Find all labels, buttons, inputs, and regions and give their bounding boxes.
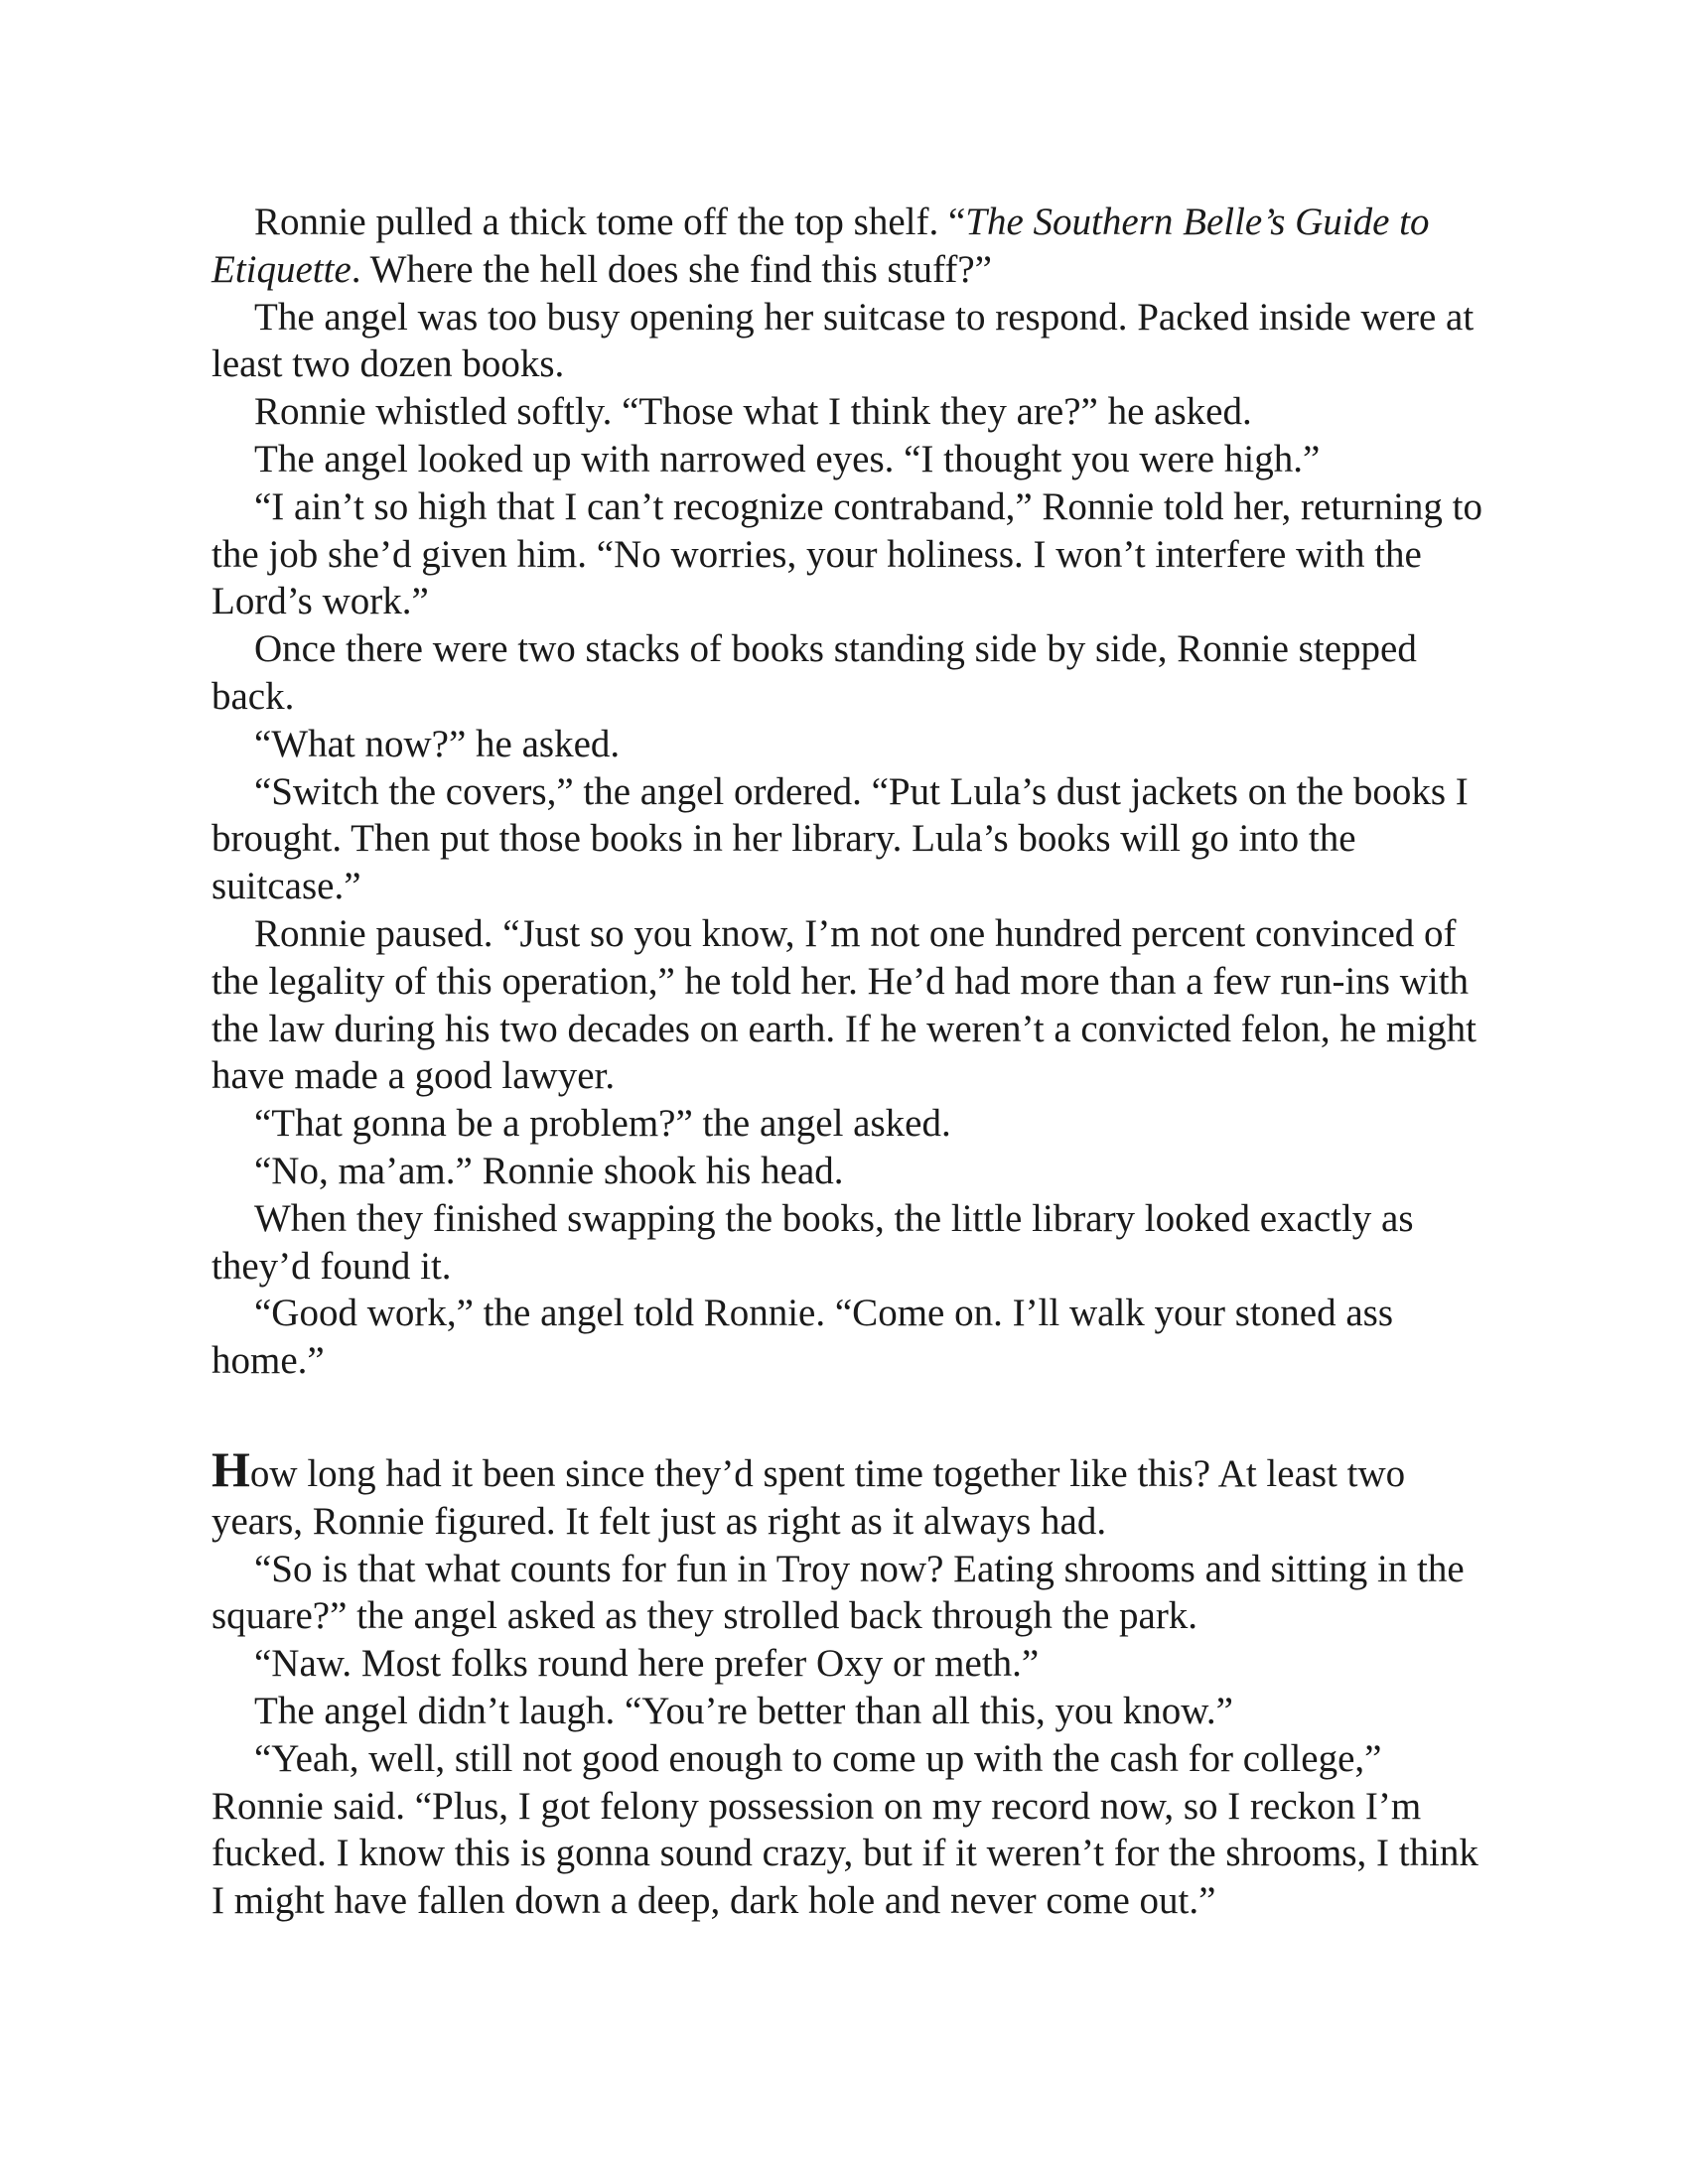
paragraph: “That gonna be a problem?” the angel asked. (254, 1102, 951, 1146)
paragraph: The angel didn’t laugh. “You’re better than all this, you know.” (254, 1689, 1233, 1732)
paragraph: The angel was too busy opening her suitcase to respond. Packed inside were at least two dozen books. (211, 295, 1475, 386)
paragraph: Ronnie whistled softly. “Those what I think they are?” he asked. (254, 390, 1252, 434)
paragraph: “Yeah, well, still not good enough to come up with the cash for college,” Ronnie said. “Plus, I got felony possession on my record now, so I reckon I’m fucked. I know this is gonna sound crazy, but if it weren’t for the shrooms, I think I might have fallen down a deep, dark hole and never come out.” (211, 1736, 1478, 1923)
section-two (211, 1441, 1492, 1925)
paragraph: “Switch the covers,” the angel ordered. “Put Lula’s dust jackets on the books I brought. Then put those books in her library. Lula’s books will go into the suitcase.” (211, 769, 1469, 908)
opening-paragraph: How long had it been since they’d spent time together like this? At least two years, Ronnie figured. It felt just as right as it always had. (211, 1441, 1406, 1543)
paragraph: When they finished swapping the books, the little library looked exactly as they’d found it. (211, 1196, 1414, 1288)
paragraph: “No, ma’am.” Ronnie shook his head. (254, 1149, 844, 1192)
paragraph: “So is that what counts for fun in Troy now? Eating shrooms and sitting in the square?” the angel asked as they strolled back through the park. (211, 1547, 1465, 1638)
book-title: The Southern Belle’s Guide to Etiquette (211, 201, 1430, 291)
drop-initial: H (211, 1441, 250, 1497)
paragraph: Once there were two stacks of books standing side by side, Ronnie stepped back. (211, 627, 1417, 718)
paragraph: “Naw. Most folks round here prefer Oxy or meth.” (254, 1642, 1040, 1686)
paragraph: “I ain’t so high that I can’t recognize contraband,” Ronnie told her, returning to the job she’d given him. “No worries, your holiness. I won’t interfere with the Lord’s work.” (211, 484, 1483, 623)
paragraph: Ronnie paused. “Just so you know, I’m not one hundred percent convinced of the legality of this operation,” he told her. He’d had more than a few run-ins with the law during his two decades on earth. If he weren’t a convicted felon, he might have made a good lawyer. (211, 911, 1477, 1098)
paragraph: “Good work,” the angel told Ronnie. “Come on. I’ll walk your stoned ass home.” (211, 1292, 1394, 1383)
paragraph: “What now?” he asked. (254, 722, 621, 765)
section-one (211, 199, 1492, 1385)
paragraph: The angel looked up with narrowed eyes. “I thought you were high.” (254, 437, 1321, 480)
paragraph: Ronnie pulled a thick tome off the top shelf. “The Southern Belle’s Guide to Etiquette. Where the hell does she find this stuff?” (211, 201, 1430, 291)
